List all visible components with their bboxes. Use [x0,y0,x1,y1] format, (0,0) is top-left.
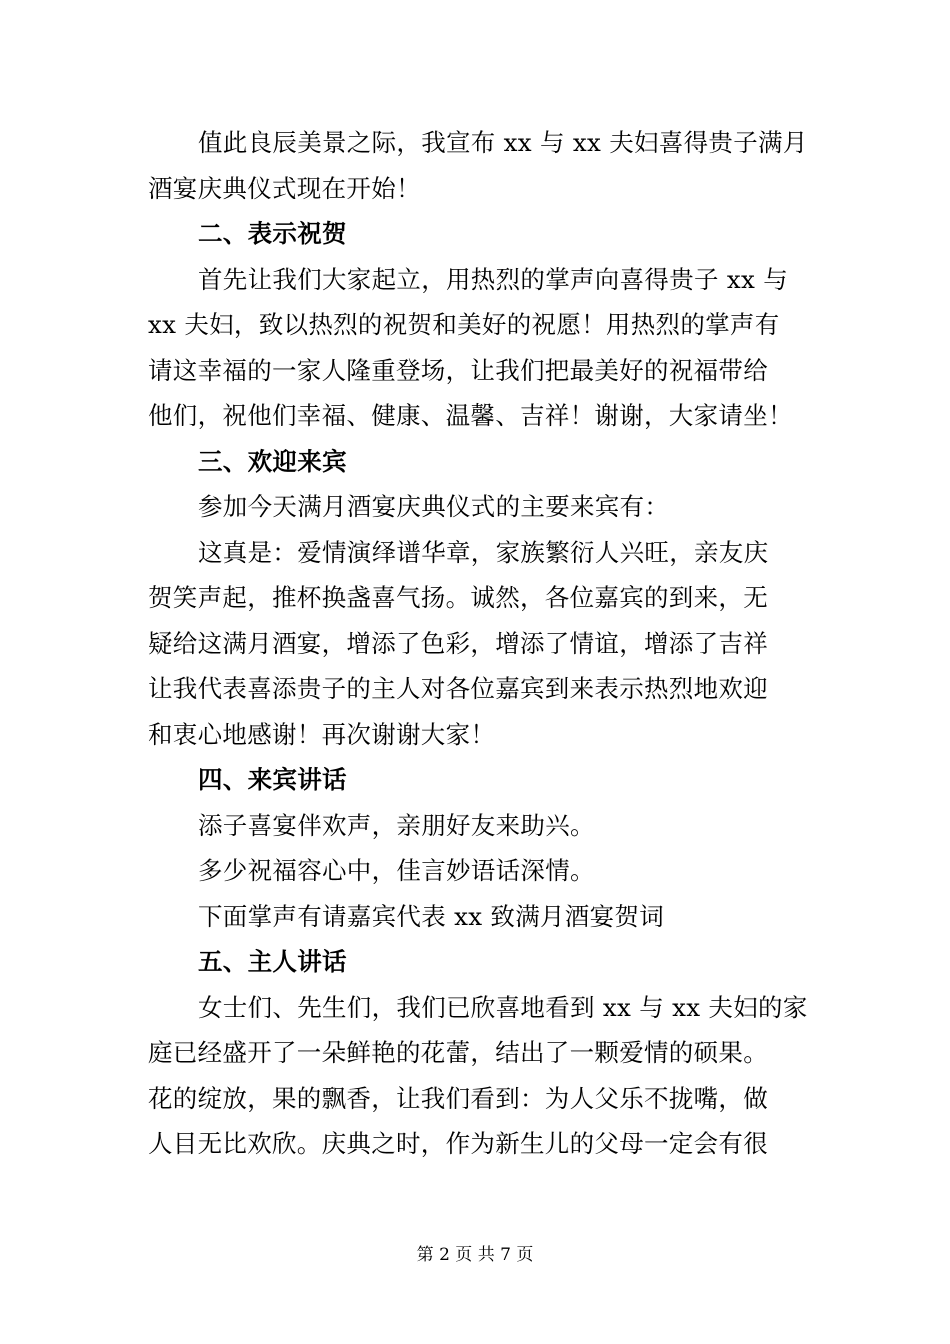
document-body [148,120,808,1167]
text-line: 女士们、先生们，我们已欣喜地看到 xx 与 xx 夫妇的家 [198,992,808,1022]
text-line: xx 夫妇，致以热烈的祝贺和美好的祝愿！用热烈的掌声有 [148,310,780,339]
text-line: 花的绽放，果的飘香，让我们看到：为人父乐不拢嘴，做 [148,1083,768,1113]
page-footer: 第 2 页 共 7 页 [416,1245,534,1265]
text-line: 值此良辰美景之际，我宣布 xx 与 xx 夫妇喜得贵子满月 [198,128,808,157]
text-line: 参加今天满月酒宴庆典仪式的主要来宾有： [198,492,670,521]
text-line: 添子喜宴伴欢声，亲朋好友来助兴。 [198,810,595,840]
text-line: 让我代表喜添贵子的主人对各位嘉宾到来表示热烈地欢迎 [148,674,768,703]
text-line: 酒宴庆典仪式现在开始！ [148,173,421,203]
text-line: 请这幸福的一家人隆重登场，让我们把最美好的祝福带给 [148,355,768,385]
text-line: 人目无比欢欣。庆典之时，作为新生儿的父母一定会有很 [148,1129,768,1158]
text-line: 他们，祝他们幸福、健康、温馨、吉祥！谢谢，大家请坐！ [148,401,793,430]
text-line: 庭已经盛开了一朵鲜艳的花蕾，结出了一颗爱情的硕果。 [148,1038,768,1067]
text-line: 这真是：爱情演绎谱华章，家族繁衍人兴旺，亲友庆 [198,537,769,567]
section-heading: 四、来宾讲话 [198,765,347,794]
text-line: 和衷心地感谢！再次谢谢大家！ [148,719,496,749]
section-heading: 五、主人讲话 [198,947,347,976]
text-line: 下面掌声有请嘉宾代表 xx 致满月酒宴贺词 [198,901,665,931]
section-heading: 二、表示祝贺 [198,219,347,248]
text-line: 疑给这满月酒宴，增添了色彩，增添了情谊，增添了吉祥 [148,628,768,658]
section-heading: 三、欢迎来宾 [198,446,347,476]
text-line: 贺笑声起，推杯换盏喜气扬。诚然，各位嘉宾的到来，无 [148,583,768,612]
text-line: 首先让我们大家起立，用热烈的掌声向喜得贵子 xx 与 [198,264,789,294]
text-line: 多少祝福容心中，佳言妙语话深情。 [198,856,595,885]
